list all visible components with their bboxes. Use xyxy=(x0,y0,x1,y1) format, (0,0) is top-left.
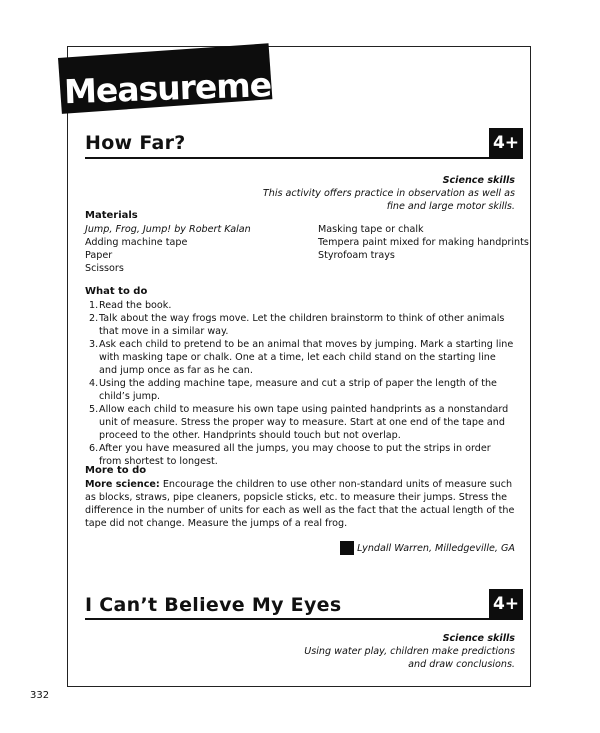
skills-block xyxy=(215,632,515,671)
skills-description-line: fine and large motor skills. xyxy=(386,201,515,212)
title-rule xyxy=(85,618,489,620)
contributor-credit xyxy=(340,541,515,555)
step-item: 1.Read the book. xyxy=(89,300,172,311)
material-item: Styrofoam trays xyxy=(318,250,395,261)
age-badge: 4+ xyxy=(489,589,523,620)
materials-heading: Materials xyxy=(85,210,138,221)
material-item: Masking tape or chalk xyxy=(318,224,424,235)
step-item: 5.Allow each child to measure his own tape using painted handprints as a nonstandard unit of measure. Stress the proper way to measure. Start at one end of the tape and proceed to the other. Handprints should touch but not overlap. xyxy=(89,404,509,441)
skills-description-line: and draw conclusions. xyxy=(408,659,515,670)
step-item: 6.After you have measured all the jumps, you may choose to put the strips in order from shortest to longest. xyxy=(89,443,491,467)
material-item: Paper xyxy=(85,250,113,261)
age-badge: 4+ xyxy=(489,128,523,159)
material-item: Scissors xyxy=(85,263,124,274)
more-science-paragraph: More science: Encourage the children to use other non-standard units of measure such as blocks, straws, pipe cleaners, popsicle sticks, etc. to measure their jumps. Stress the difference in the number of units for each as well as the fact that the actual length of the tape did not change. Measure the jumps of a real frog. xyxy=(85,479,515,529)
credit-text: Lyndall Warren, Milledgeville, GA xyxy=(357,542,515,554)
activity-title: I Can’t Believe My Eyes xyxy=(85,594,342,616)
step-item: 4.Using the adding machine tape, measure and cut a strip of paper the length of the child’s jump. xyxy=(89,378,497,402)
more-to-do-heading: More to do xyxy=(85,465,147,476)
chapter-title: Measurement xyxy=(63,63,309,112)
skills-heading: Science skills xyxy=(442,175,515,186)
steps-list xyxy=(85,299,515,468)
activity-title: How Far? xyxy=(85,132,186,154)
material-item: Adding machine tape xyxy=(85,237,188,248)
materials-list-left xyxy=(85,223,251,275)
materials-list-right xyxy=(318,223,529,262)
step-item: 3.Ask each child to pretend to be an animal that moves by jumping. Mark a starting line with masking tape or chalk. One at a time, let each child stand on the starting line and jump once as far as he can. xyxy=(89,339,514,376)
material-item: Jump, Frog, Jump! by Robert Kalan xyxy=(85,224,251,235)
skills-heading: Science skills xyxy=(442,633,515,644)
page-number: 332 xyxy=(30,690,50,701)
what-to-do-heading: What to do xyxy=(85,286,148,297)
step-item: 2.Talk about the way frogs move. Let the children brainstorm to think of other animals that move in a similar way. xyxy=(89,313,505,337)
more-science-label: More science: xyxy=(85,479,160,490)
skills-block xyxy=(215,174,515,213)
skills-description-line: This activity offers practice in observation as well as xyxy=(262,188,515,199)
title-rule xyxy=(85,157,489,159)
skills-description-line: Using water play, children make predictions xyxy=(304,646,515,657)
material-item: Tempera paint mixed for making handprints xyxy=(318,237,529,248)
credit-square-icon xyxy=(340,541,354,555)
